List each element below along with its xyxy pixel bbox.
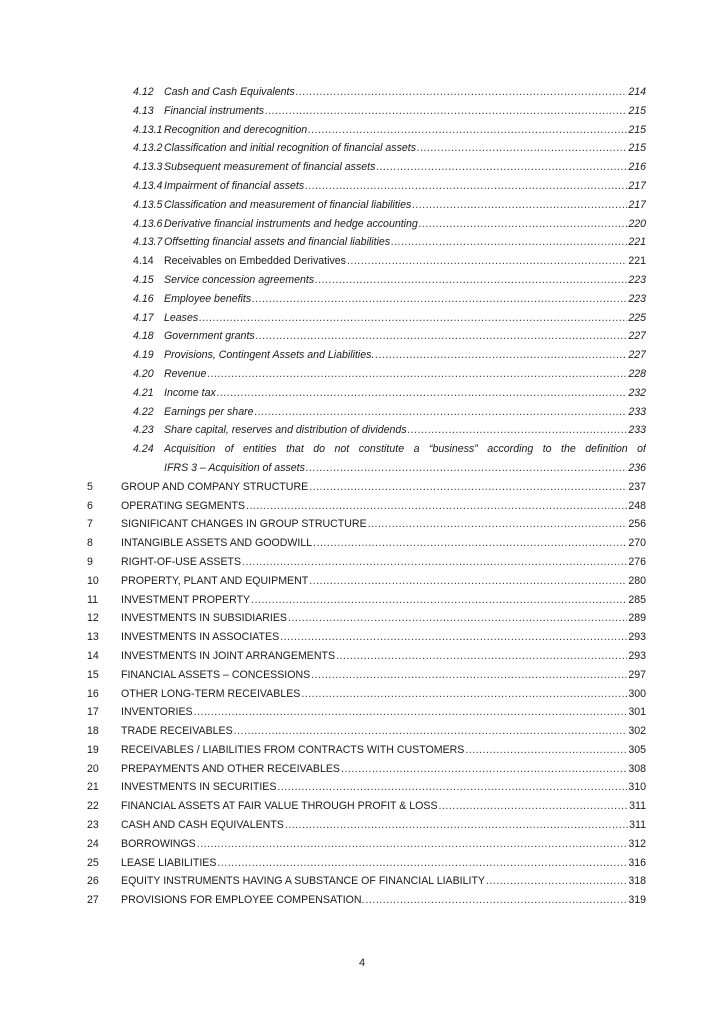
entry-page: 270 — [628, 537, 646, 550]
dot-leader — [305, 177, 627, 196]
entry-number: 7 — [87, 518, 93, 531]
entry-number: 4.24 — [133, 443, 154, 456]
toc-entry — [0, 591, 724, 610]
entry-page: 311 — [629, 819, 646, 832]
entry-page: 214 — [628, 86, 646, 98]
dot-leader — [242, 553, 627, 572]
entry-number: 12 — [87, 612, 99, 625]
entry-page: 289 — [628, 612, 646, 625]
toc-entry — [0, 440, 724, 459]
entry-page: 215 — [628, 142, 646, 155]
entry-number: 4.13.4 — [133, 179, 163, 192]
entry-page: 215 — [628, 123, 646, 136]
entry-title: INVESTMENT PROPERTY — [121, 593, 251, 606]
page-number: 4 — [358, 957, 366, 969]
dot-leader — [255, 403, 628, 422]
toc-entry — [0, 121, 724, 140]
toc-entry — [0, 872, 724, 891]
entry-text — [164, 271, 646, 290]
toc-entry — [0, 703, 724, 722]
dot-leader — [313, 534, 627, 553]
entry-text — [121, 591, 646, 610]
entry-text — [121, 478, 646, 497]
dot-leader — [315, 271, 627, 290]
entry-page: 297 — [628, 668, 646, 681]
entry-page: 248 — [628, 499, 646, 512]
entry-page: 221 — [628, 236, 646, 249]
dot-leader — [306, 459, 627, 478]
entry-number: 18 — [87, 725, 99, 738]
entry-page: 225 — [628, 311, 646, 324]
entry-title: Subsequent measurement of financial assets — [164, 161, 376, 174]
dot-leader — [265, 102, 627, 121]
entry-number: 17 — [87, 706, 99, 719]
entry-title: INVESTMENTS IN SECURITIES — [121, 781, 277, 794]
entry-text — [121, 628, 646, 647]
entry-title: PREPAYMENTS AND OTHER RECEIVABLES — [121, 762, 340, 775]
entry-page: 233 — [628, 424, 646, 437]
entry-title: Derivative financial instruments and hedge accounting — [164, 217, 418, 230]
entry-text — [121, 572, 646, 591]
toc-entry — [0, 139, 724, 158]
entry-text — [121, 497, 646, 516]
entry-number: 4.22 — [133, 405, 154, 418]
toc-entry — [0, 196, 724, 215]
entry-text — [121, 609, 646, 628]
toc-entry — [0, 628, 724, 647]
entry-number: 4.17 — [133, 311, 154, 324]
entry-text — [121, 685, 646, 704]
dot-leader — [347, 252, 627, 271]
entry-text — [121, 647, 646, 666]
dot-leader — [465, 741, 627, 760]
toc-entry — [0, 365, 724, 384]
entry-text — [164, 177, 646, 196]
entry-number: 4.19 — [133, 349, 154, 362]
entry-title: Recognition and derecognition — [164, 123, 308, 136]
entry-page: 316 — [628, 856, 646, 869]
entry-title: INVESTMENTS IN JOINT ARRANGEMENTS — [121, 649, 336, 662]
entry-number: 4.23 — [133, 424, 154, 437]
table-of-contents — [0, 83, 724, 910]
entry-title: PROPERTY, PLANT AND EQUIPMENT — [121, 574, 309, 587]
toc-entry — [0, 233, 724, 252]
entry-number: 4.21 — [133, 386, 154, 399]
entry-text — [121, 872, 646, 891]
entry-page: 305 — [628, 743, 646, 756]
dot-leader — [217, 384, 627, 403]
dot-leader — [419, 215, 628, 234]
entry-title: Financial instruments — [164, 104, 265, 117]
entry-page: 276 — [628, 555, 646, 568]
entry-page: 310 — [628, 781, 646, 794]
entry-text — [164, 158, 646, 177]
entry-text — [121, 854, 646, 873]
toc-entry — [0, 854, 724, 873]
entry-page: 237 — [628, 480, 646, 493]
entry-text — [164, 102, 646, 121]
entry-number: 4.15 — [133, 273, 154, 286]
entry-number: 8 — [87, 537, 93, 550]
dot-leader — [199, 309, 627, 328]
dot-leader — [341, 760, 627, 779]
entry-number: 4.14 — [133, 255, 154, 268]
entry-page: 227 — [628, 349, 646, 362]
toc-entry — [0, 572, 724, 591]
entry-number: 4.13.6 — [133, 217, 163, 230]
dot-leader — [368, 515, 628, 534]
toc-entry — [0, 685, 724, 704]
entry-text — [121, 703, 646, 722]
entry-number: 6 — [87, 499, 93, 512]
entry-page: 217 — [628, 198, 646, 211]
entry-title-line2: IFRS 3 – Acquisition of assets — [164, 461, 305, 474]
entry-number: 4.13 — [133, 104, 154, 117]
entry-page: 293 — [628, 631, 646, 644]
entry-title: Revenue — [164, 367, 207, 380]
entry-number: 23 — [87, 819, 99, 832]
toc-entry — [0, 534, 724, 553]
entry-title: TRADE RECEIVABLES — [121, 725, 233, 738]
dot-leader — [439, 797, 629, 816]
entry-text — [121, 778, 646, 797]
entry-title: PROVISIONS FOR EMPLOYEE COMPENSATION. — [121, 894, 365, 907]
entry-text — [121, 760, 646, 779]
entry-text — [164, 290, 646, 309]
dot-leader — [366, 891, 628, 910]
toc-entry — [0, 760, 724, 779]
entry-number: 25 — [87, 856, 99, 869]
entry-title: Classification and measurement of financial liabilities — [164, 198, 412, 211]
entry-text — [121, 741, 646, 760]
entry-page: 256 — [628, 518, 646, 531]
dot-leader — [309, 572, 627, 591]
entry-title: Cash and Cash Equivalents — [164, 86, 295, 98]
entry-title-line1: Acquisition of entities that do not constitute a “business” according to the definition of — [164, 443, 646, 456]
entry-title: EQUITY INSTRUMENTS HAVING A SUBSTANCE OF FINANCIAL LIABILITY — [121, 875, 485, 888]
entry-page: 223 — [628, 273, 646, 286]
dot-leader — [288, 609, 627, 628]
entry-number: 5 — [87, 480, 93, 493]
entry-text — [164, 121, 646, 140]
toc-entry — [0, 497, 724, 516]
dot-leader — [412, 196, 627, 215]
entry-text — [121, 797, 646, 816]
dot-leader — [408, 421, 628, 440]
toc-entry — [0, 421, 724, 440]
entry-text — [164, 440, 646, 459]
entry-text — [121, 553, 646, 572]
entry-title: BORROWINGS — [121, 837, 196, 850]
toc-entry — [0, 741, 724, 760]
dot-leader — [252, 290, 627, 309]
entry-page: 285 — [628, 593, 646, 606]
entry-page: 312 — [628, 837, 646, 850]
entry-page: 301 — [628, 706, 646, 719]
entry-text — [164, 403, 646, 422]
toc-entry — [0, 403, 724, 422]
toc-entry — [0, 816, 724, 835]
entry-title: OPERATING SEGMENTS — [121, 499, 246, 512]
entry-number: 4.13.3 — [133, 161, 163, 174]
entry-page: 311 — [629, 800, 646, 813]
entry-title: Government grants — [164, 330, 255, 343]
toc-entry — [0, 177, 724, 196]
entry-text — [164, 309, 646, 328]
entry-number: 15 — [87, 668, 99, 681]
entry-page: 300 — [628, 687, 646, 700]
entry-text — [164, 252, 646, 271]
dot-leader — [486, 872, 627, 891]
dot-leader — [308, 121, 627, 140]
entry-page: 318 — [628, 875, 646, 888]
toc-entry — [0, 891, 724, 910]
dot-leader — [311, 666, 627, 685]
toc-entry — [0, 835, 724, 854]
dot-leader — [336, 647, 627, 666]
dot-leader — [194, 703, 628, 722]
entry-page: 216 — [628, 161, 646, 174]
entry-text — [164, 233, 646, 252]
entry-text — [164, 327, 646, 346]
dot-leader — [217, 854, 627, 873]
entry-number: 26 — [87, 875, 99, 888]
toc-entry — [0, 158, 724, 177]
entry-title: Employee benefits — [164, 292, 252, 305]
entry-page: 220 — [628, 217, 646, 230]
dot-leader — [301, 685, 627, 704]
entry-title: Offsetting financial assets and financial liabilities — [164, 236, 391, 249]
entry-page: 221 — [628, 255, 646, 268]
dot-leader — [309, 478, 627, 497]
entry-title: GROUP AND COMPANY STRUCTURE — [121, 480, 309, 493]
toc-entry — [0, 778, 724, 797]
toc-entry — [0, 290, 724, 309]
entry-number: 27 — [87, 894, 99, 907]
toc-entry — [0, 797, 724, 816]
dot-leader — [376, 158, 627, 177]
entry-text — [121, 722, 646, 741]
entry-page: 228 — [628, 367, 646, 380]
entry-text — [121, 515, 646, 534]
entry-title: INVESTMENTS IN SUBSIDIARIES — [121, 612, 287, 625]
entry-title: Impairment of financial assets — [164, 179, 305, 192]
entry-title: RECEIVABLES / LIABILITIES FROM CONTRACTS WITH CUSTOMERS — [121, 743, 465, 756]
entry-text — [164, 196, 646, 215]
entry-text — [121, 666, 646, 685]
entry-page: 223 — [628, 292, 646, 305]
toc-entry — [0, 83, 724, 102]
dot-leader — [207, 365, 627, 384]
dot-leader — [296, 83, 628, 102]
entry-page: 227 — [628, 330, 646, 343]
entry-title: Income tax — [164, 386, 216, 399]
toc-entry — [0, 252, 724, 271]
dot-leader — [417, 139, 627, 158]
entry-number: 4.13.7 — [133, 236, 163, 249]
dot-leader — [246, 497, 627, 516]
entry-page: 236 — [628, 461, 646, 474]
entry-title: OTHER LONG-TERM RECEIVABLES — [121, 687, 301, 700]
entry-text — [164, 139, 646, 158]
entry-title: LEASE LIABILITIES — [121, 856, 217, 869]
entry-number: 13 — [87, 631, 99, 644]
toc-entry — [0, 722, 724, 741]
toc-entry — [0, 309, 724, 328]
entry-number: 4.18 — [133, 330, 154, 343]
entry-title: SIGNIFICANT CHANGES IN GROUP STRUCTURE — [121, 518, 367, 531]
entry-number: 4.13.1 — [133, 123, 163, 136]
entry-text — [164, 83, 646, 102]
entry-title: Share capital, reserves and distribution of dividends — [164, 424, 407, 437]
entry-page: 293 — [628, 649, 646, 662]
entry-page: 215 — [628, 104, 646, 117]
entry-number: 21 — [87, 781, 99, 794]
entry-text — [164, 365, 646, 384]
entry-number: 9 — [87, 555, 93, 568]
toc-entry — [0, 102, 724, 121]
toc-entry — [0, 515, 724, 534]
entry-title: Leases — [164, 311, 199, 324]
entry-number: 11 — [87, 593, 98, 606]
entry-text — [164, 421, 646, 440]
toc-entry — [0, 609, 724, 628]
entry-title: INVESTMENTS IN ASSOCIATES — [121, 631, 280, 644]
entry-page: 232 — [628, 386, 646, 399]
entry-number: 4.12 — [133, 86, 154, 98]
toc-entry — [0, 666, 724, 685]
dot-leader — [280, 628, 627, 647]
entry-title: INTANGIBLE ASSETS AND GOODWILL — [121, 537, 313, 550]
entry-page: 308 — [628, 762, 646, 775]
dot-leader — [375, 346, 627, 365]
toc-entry — [0, 271, 724, 290]
toc-entry — [0, 346, 724, 365]
entry-number: 4.13.2 — [133, 142, 163, 155]
toc-entry — [0, 215, 724, 234]
entry-number: 4.16 — [133, 292, 154, 305]
dot-leader — [285, 816, 628, 835]
dot-leader — [277, 778, 627, 797]
entry-number: 24 — [87, 837, 99, 850]
dot-leader — [234, 722, 628, 741]
entry-number: 14 — [87, 649, 99, 662]
entry-text — [121, 534, 646, 553]
entry-number: 19 — [87, 743, 99, 756]
entry-number: 10 — [87, 574, 99, 587]
entry-number: 4.13.5 — [133, 198, 163, 211]
entry-page: 302 — [628, 725, 646, 738]
dot-leader — [256, 327, 628, 346]
dot-leader — [251, 591, 627, 610]
entry-title: Earnings per share — [164, 405, 254, 418]
entry-text — [164, 459, 646, 478]
entry-number: 4.20 — [133, 367, 154, 380]
entry-title: CASH AND CASH EQUIVALENTS — [121, 819, 284, 832]
entry-title: RIGHT-OF-USE ASSETS — [121, 555, 242, 568]
entry-title: Receivables on Embedded Derivatives — [164, 255, 346, 268]
toc-entry — [0, 478, 724, 497]
entry-text — [121, 816, 646, 835]
entry-text — [164, 346, 646, 365]
entry-title: FINANCIAL ASSETS – CONCESSIONS — [121, 668, 311, 681]
toc-entry-continuation — [0, 459, 724, 478]
entry-title: Service concession agreements — [164, 273, 315, 286]
entry-title: Provisions, Contingent Assets and Liabilities. — [164, 349, 375, 362]
entry-title: INVENTORIES — [121, 706, 193, 719]
entry-number: 20 — [87, 762, 99, 775]
toc-entry — [0, 384, 724, 403]
toc-entry — [0, 327, 724, 346]
entry-number: 22 — [87, 800, 99, 813]
toc-entry — [0, 553, 724, 572]
entry-text — [164, 215, 646, 234]
entry-number: 16 — [87, 687, 99, 700]
entry-page: 217 — [628, 179, 646, 192]
entry-text — [121, 891, 646, 910]
entry-title: Classification and initial recognition of financial assets — [164, 142, 417, 155]
entry-title: FINANCIAL ASSETS AT FAIR VALUE THROUGH PROFIT & LOSS — [121, 800, 438, 813]
entry-text — [164, 384, 646, 403]
toc-entry — [0, 647, 724, 666]
dot-leader — [197, 835, 628, 854]
entry-page: 280 — [628, 574, 646, 587]
entry-page: 233 — [628, 405, 646, 418]
entry-page: 319 — [628, 894, 646, 907]
dot-leader — [391, 233, 627, 252]
entry-text — [121, 835, 646, 854]
